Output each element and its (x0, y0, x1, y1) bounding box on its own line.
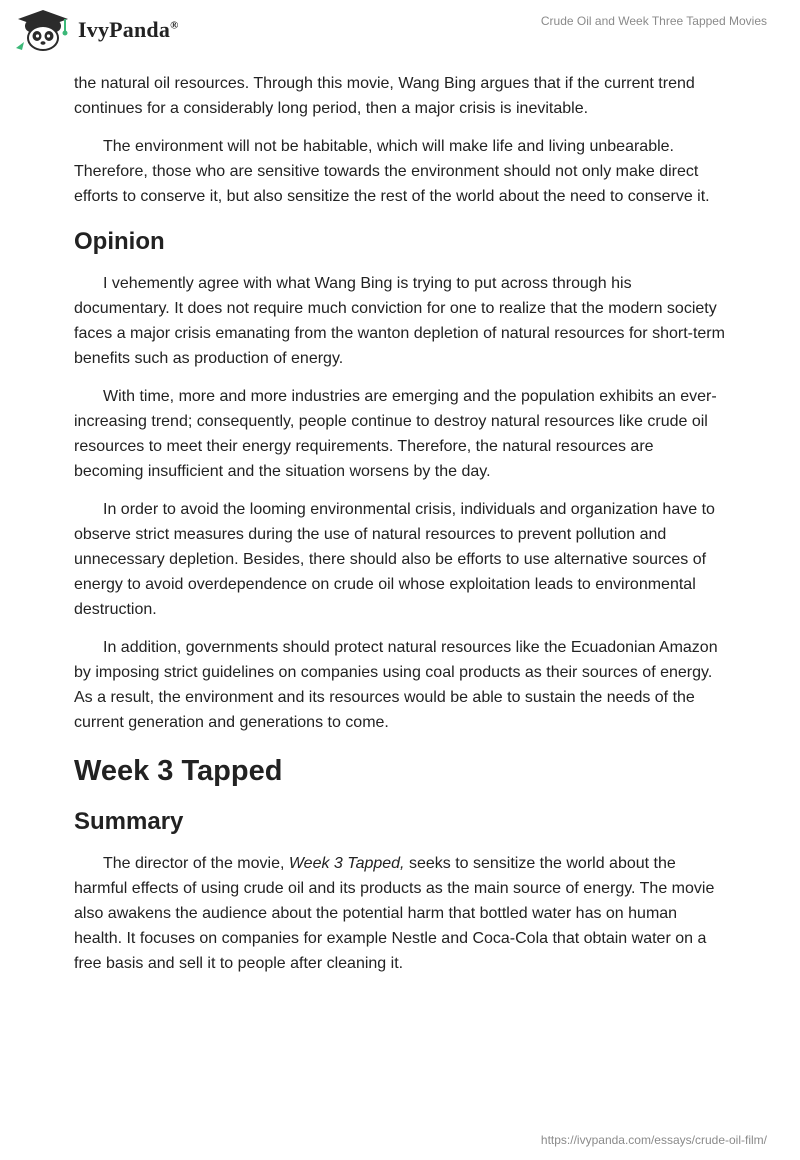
movie-title: Week 3 Tapped, (288, 855, 405, 872)
brand-name: IvyPanda® (78, 17, 179, 42)
heading-opinion: Opinion (74, 228, 165, 255)
running-title: Crude Oil and Week Three Tapped Movies (540, 14, 767, 28)
paragraph-opinion-2: With time, more and more industries are emerging and the population exhibits an ever-increasing trend; consequently, people continue to destroy natural resources like crude oil resources to meet their energy requirements. Therefore, the natural resources are becoming insufficient and the situation worsens by the day. (74, 388, 717, 480)
paragraph-opinion-3: In order to avoid the looming environmental crisis, individuals and organization have to observe strict measures during the use of natural resources to prevent pollution and unnecessary depletion. Besides, there should also be efforts to use alternative sources of energy to avoid overdependence on crude oil whose exploitation leads to environmental destruction. (74, 501, 715, 618)
heading-week3-tapped: Week 3 Tapped (74, 755, 283, 787)
summary-text-before: The director of the movie, (103, 855, 289, 872)
paragraph-opinion-4: In addition, governments should protect natural resources like the Ecuadonian Amazon by imposing strict guidelines on companies using coal products as their sources of energy. As a result, the environment and its resources would be able to sustain the needs of the current generation and generations to come. (74, 639, 718, 731)
paragraph-summary (74, 851, 726, 976)
ivypanda-logo[interactable] (14, 8, 179, 52)
paragraph-environment: The environment will not be habitable, which will make life and living unbearable. Therefore, those who are sensitive towards the environment should not only make direct efforts to conserve it, but also sensitize the rest of the world about the need to conserve it. (74, 138, 710, 205)
heading-summary: Summary (74, 808, 184, 835)
essay-content (74, 71, 726, 989)
page-header (0, 0, 800, 62)
trademark-symbol: ® (170, 19, 179, 32)
paragraph-continuation: the natural oil resources. Through this movie, Wang Bing argues that if the current trend continues for a considerably long period, then a major crisis is inevitable. (74, 75, 695, 117)
panda-graduation-cap-icon (14, 8, 72, 52)
summary-text-after: seeks to sensitize the world about the harmful effects of using crude oil and its products as the main source of energy. The movie also awakens the audience about the potential harm that bottled water has on human health. It focuses on companies for example Nestle and Coca-Cola that obtain water on a free basis and sell it to people after cleaning it. (74, 855, 715, 972)
source-url[interactable]: https://ivypanda.com/essays/crude-oil-film/ (540, 1133, 767, 1147)
paragraph-opinion-1: I vehemently agree with what Wang Bing is trying to put across through his documentary. It does not require much conviction for one to realize that the modern society faces a major crisis emanating from the wanton depletion of natural resources for short-term benefits such as production of energy. (74, 275, 725, 367)
